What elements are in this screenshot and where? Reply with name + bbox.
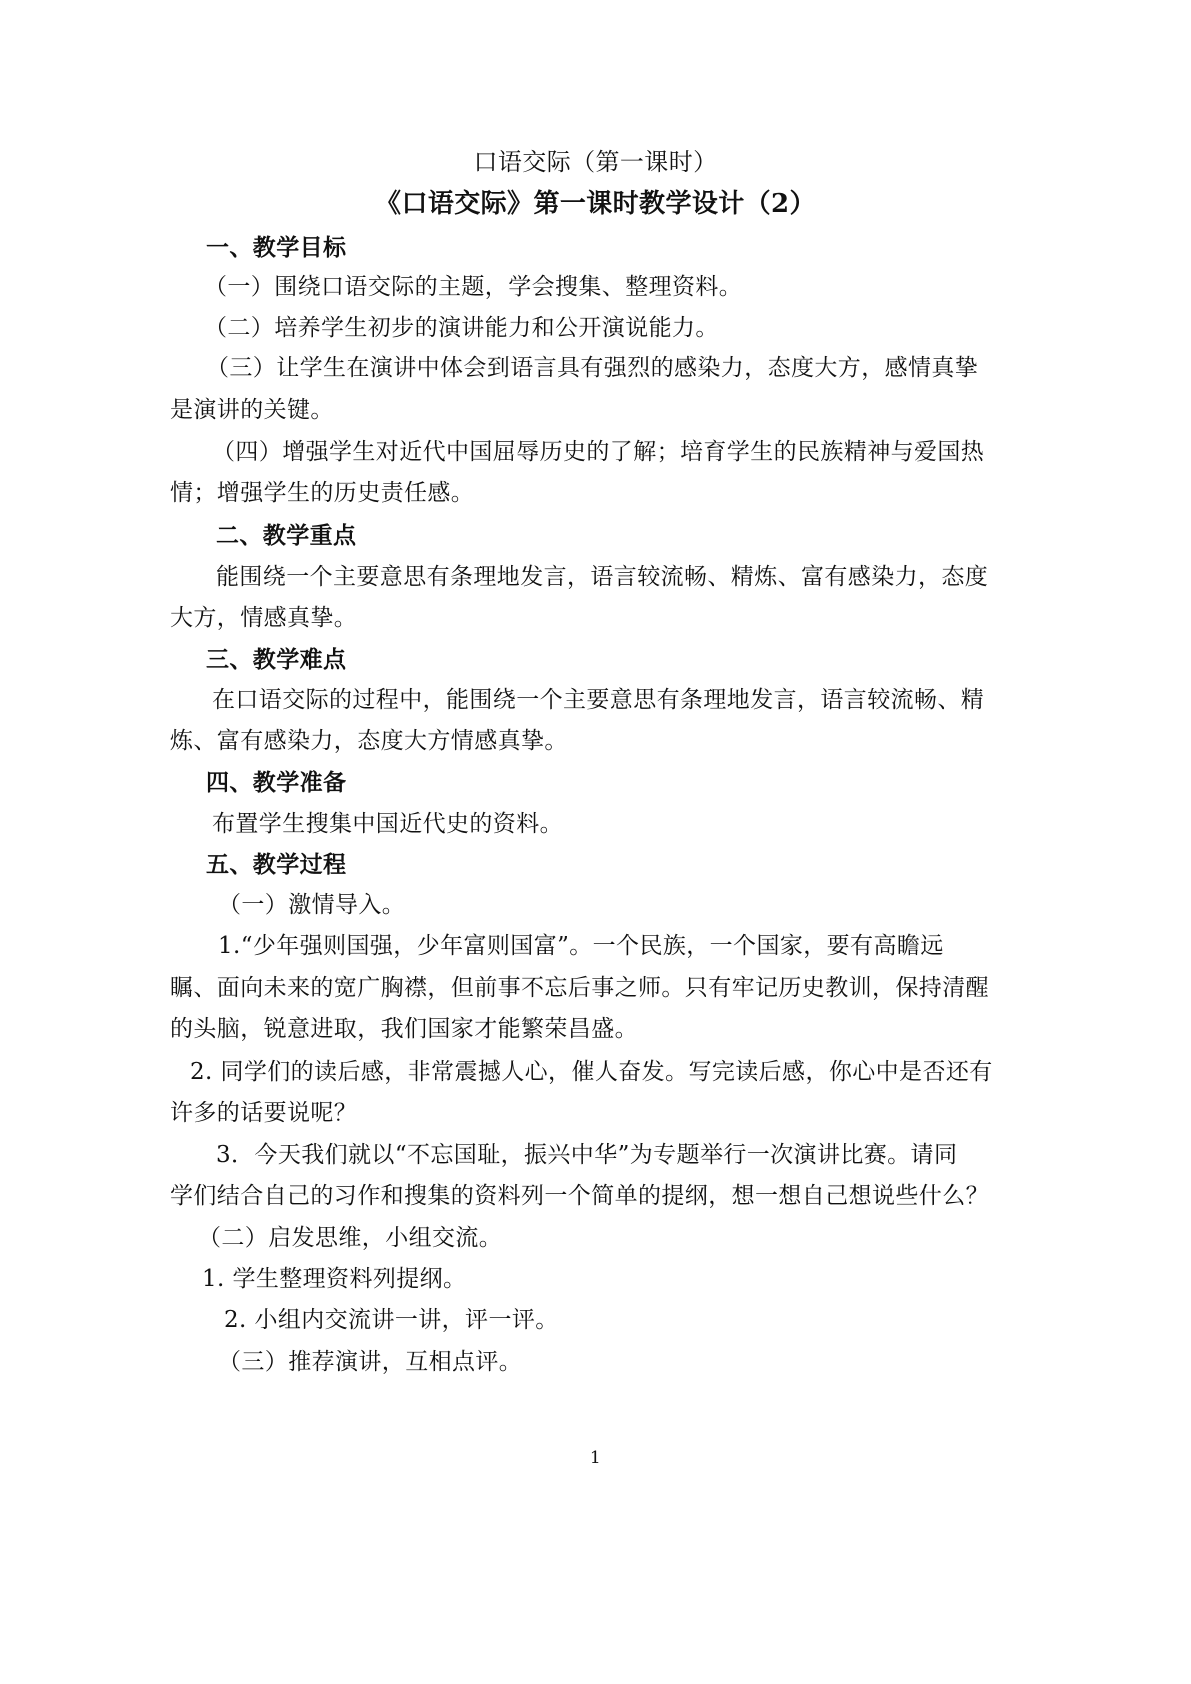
goal-line: 是演讲的关键。 [170,397,334,423]
difficulty-line: 在口语交际的过程中，能围绕一个主要意思有条理地发言，语言较流畅、精 [212,687,985,713]
process-line: 许多的话要说呢？ [170,1100,358,1126]
goal-line: 情；增强学生的历史责任感。 [170,480,475,506]
section-heading-focus: 二、教学重点 [216,523,357,549]
section-heading-process: 五、教学过程 [206,852,347,878]
prep-line: 布置学生搜集中国近代史的资料。 [212,811,563,837]
goal-line: （四）增强学生对近代中国屈辱历史的了解；培育学生的民族精神与爱国热 [212,439,985,465]
document-subtitle: 《口语交际》第一课时教学设计（2） [375,189,816,219]
section-heading-difficulty: 三、教学难点 [206,647,347,673]
goal-line: （三）让学生在演讲中体会到语言具有强烈的感染力，态度大方，感情真挚 [206,355,979,381]
focus-line: 能围绕一个主要意思有条理地发言，语言较流畅、精炼、富有感染力，态度 [216,564,989,590]
process-line: 2. 同学们的读后感，非常震撼人心，催人奋发。写完读后感，你心中是否还有 [190,1059,993,1085]
process-line: （一）激情导入。 [218,892,406,918]
process-line: （三）推荐演讲，互相点评。 [218,1349,523,1375]
process-line: 2. 小组内交流讲一讲，评一评。 [224,1307,559,1333]
process-line: 的头脑，锐意进取，我们国家才能繁荣昌盛。 [170,1016,638,1042]
process-line: （二）启发思维，小组交流。 [198,1225,503,1251]
section-heading-goals: 一、教学目标 [206,235,347,261]
process-line: 1. 学生整理资料列提纲。 [202,1266,467,1292]
process-line: 1.“少年强则国强，少年富则国富”。一个民族，一个国家，要有高瞻远 [218,933,944,959]
page-number: 1 [589,1448,602,1468]
focus-line: 大方，情感真挚。 [170,605,358,631]
process-line: 3．今天我们就以“不忘国耻，振兴中华”为专题举行一次演讲比赛。请同 [216,1142,958,1168]
difficulty-line: 炼、富有感染力，态度大方情感真挚。 [170,728,568,754]
document-title: 口语交际（第一课时） [473,148,718,176]
goal-line: （二）培养学生初步的演讲能力和公开演说能力。 [204,315,719,341]
process-line: 学们结合自己的习作和搜集的资料列一个简单的提纲，想一想自己想说些什么？ [170,1183,989,1209]
section-heading-prep: 四、教学准备 [206,770,347,796]
process-line: 瞩、面向未来的宽广胸襟，但前事不忘后事之师。只有牢记历史教训，保持清醒 [170,975,989,1001]
goal-line: （一）围绕口语交际的主题，学会搜集、整理资料。 [204,274,743,300]
